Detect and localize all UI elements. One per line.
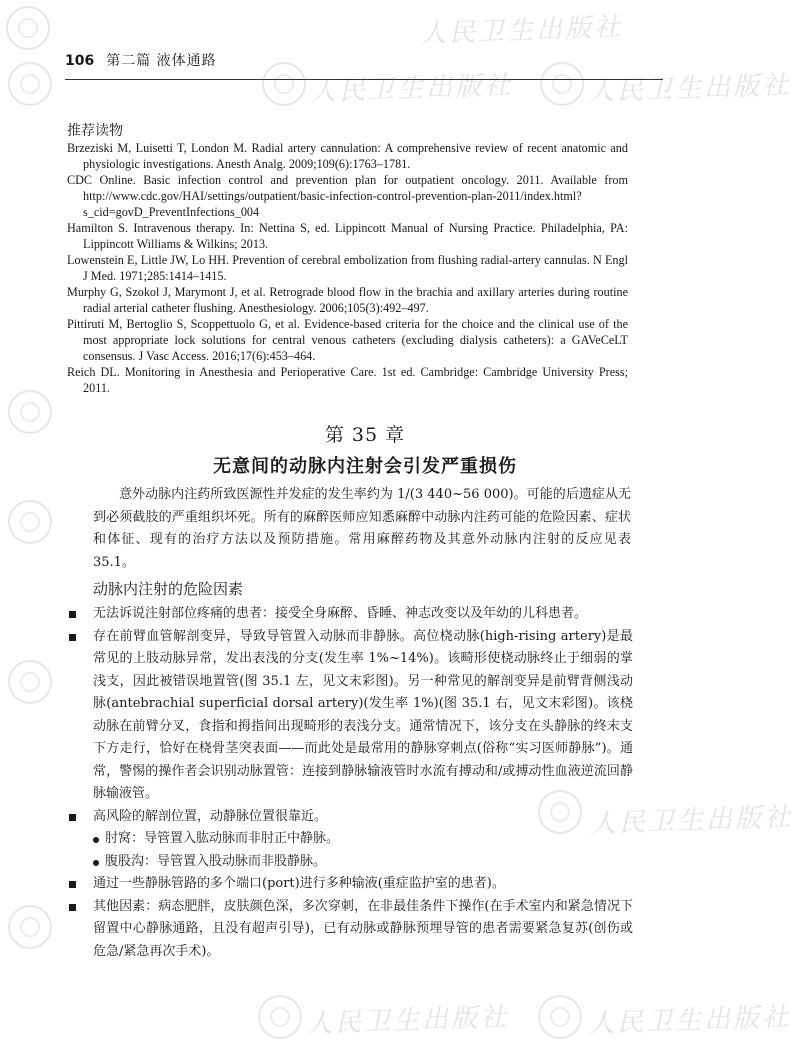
risk-factor-list (67, 603, 633, 963)
header-divider (65, 79, 663, 80)
sub-list-item: 腹股沟：导管置入股动脉而非股静脉。 (67, 851, 633, 874)
list-item: 其他因素：病态肥胖，皮肤颜色深，多次穿刺，在非最佳条件下操作(在手术室内和紧急情况下留置中心静脉通路，且没有超声引导)，已有动脉或静脉预埋导管的患者需要紧急复苏(创伤或危急/紧急再次手术)。 (67, 896, 633, 964)
section-heading: 动脉内注射的危险因素 (93, 580, 244, 598)
chapter-title: 无意间的动脉内注射会引发严重损伤 (213, 456, 517, 477)
watermark-seal-icon (6, 6, 50, 50)
list-item: 存在前臂血管解剖变异，导致导管置入动脉而非静脉。高位桡动脉(high-rising artery)是最常见的上肢动脉异常，发出表浅的分支(发生率 1%~14%)。该畸形使桡动脉终止于细弱的掌浅支，因此被错误地置管(图 35.1 左，见文末彩图)。另一种常见的解剖变异是前臂背侧浅动脉(antebrachial superficial dorsal artery)(发生率 1%)(图 35.1 右，见文末彩图)。该桡动脉在前臂分叉，食指和拇指间出现畸形的表浅分支。通常情况下，该分支在头静脉的终末支下方走行，恰好在桡骨茎突表面——而此处是最常用的静脉穿刺点(俗称“实习医师静脉”)。通常，警惕的操作者会识别动脉置管：连接到静脉输液管时水流有搏动和/或搏动性血液逆流回静脉输液管。 (67, 626, 633, 806)
watermark-seal-icon (258, 995, 302, 1039)
watermark-seal-icon (538, 995, 582, 1039)
part-title: 第二篇 液体通路 (106, 53, 217, 69)
list-item: 通过一些静脉管路的多个端口(port)进行多种输液(重症监护室的患者)。 (67, 873, 633, 896)
square-bullet-icon (69, 634, 76, 641)
watermark-seal-icon (540, 62, 584, 106)
round-bullet-icon (93, 860, 99, 866)
watermark-seal-icon (8, 905, 52, 949)
watermark-seal-icon (8, 500, 52, 544)
reference-item: CDC Online. Basic infection control and prevention plan for outpatient oncology. 2011. Available from http://www.cdc.gov/HAI/settings/outpatient/basic-infection-control-prevention-plan-2011/index.html?s_cid=govD_PreventInfections_004 (67, 173, 628, 219)
watermark-text: 人民卫生出版社 (305, 1002, 510, 1040)
intro-paragraph: 意外动脉内注药所致医源性并发症的发生率约为 1/(3 440~56 000)。可能的后遗症从无到必须截肢的严重组织坏死。所有的麻醉医师应知悉麻醉中动脉内注药可能的危险因素、症状和体征、现有的治疗方法以及预防措施。常用麻醉药物及其意外动脉内注射的反应见表 35.1。 (93, 487, 631, 570)
square-bullet-icon (69, 881, 76, 888)
square-bullet-icon (69, 904, 76, 911)
page-number: 106 (65, 53, 95, 69)
reference-item: Reich DL. Monitoring in Anesthesia and Perioperative Care. 1st ed. Cambridge: Cambridge University Press; 2011. (67, 365, 628, 395)
reference-list (67, 140, 628, 396)
watermark-seal-icon (8, 62, 52, 106)
reference-item: Lowenstein E, Little JW, Lo HH. Prevention of cerebral embolization from flushing radial-artery cannulas. N Engl J Med. 1971;285:1414–1415. (67, 253, 628, 283)
list-item: 高风险的解剖位置，动静脉位置很靠近。 (67, 806, 633, 829)
square-bullet-icon (69, 814, 76, 821)
reference-item: Murphy G, Szokol J, Marymont J, et al. Retrograde blood flow in the brachia and axillary arteries during routine radial arterial catheter flushing. Anesthesiology. 2006;105(3):492–497. (67, 285, 628, 315)
watermark-seal-icon (8, 660, 52, 704)
running-header (65, 50, 217, 72)
references-heading: 推荐读物 (67, 123, 123, 139)
reference-item: Pittiruti M, Bertoglio S, Scoppettuolo G, et al. Evidence-based criteria for the choice and the clinical use of the most appropriate lock solutions for central venous catheters (excluding dialysis catheters): a GAVeCeLT consensus. J Vasc Access. 2016;17(6):453–464. (67, 317, 628, 363)
watermark-text: 人民卫生出版社 (309, 70, 514, 108)
watermark-text: 人民卫生出版社 (419, 12, 624, 50)
list-item: 无法诉说注射部位疼痛的患者：接受全身麻醉、昏睡、神志改变以及年幼的儿科患者。 (67, 603, 633, 626)
watermark-text: 人民卫生出版社 (587, 1002, 792, 1040)
chapter-number: 第 35 章 (324, 424, 406, 446)
watermark-seal-icon (262, 62, 306, 106)
reference-item: Brzeziski M, Luisetti T, London M. Radial artery cannulation: A comprehensive review of recent anatomic and physiologic investigations. Anesth Analg. 2009;109(6):1763–1781. (67, 141, 628, 171)
reference-item: Hamilton S. Intravenous therapy. In: Nettina S, ed. Lippincott Manual of Nursing Practice. Philadelphia, PA: Lippincott Williams & Wilkins; 2013. (67, 221, 628, 251)
watermark-text: 人民卫生出版社 (589, 802, 794, 840)
sub-list-item: 肘窝：导管置入肱动脉而非肘正中静脉。 (67, 828, 633, 851)
square-bullet-icon (69, 611, 76, 618)
round-bullet-icon (93, 837, 99, 843)
watermark-text: 人民卫生出版社 (587, 70, 792, 108)
